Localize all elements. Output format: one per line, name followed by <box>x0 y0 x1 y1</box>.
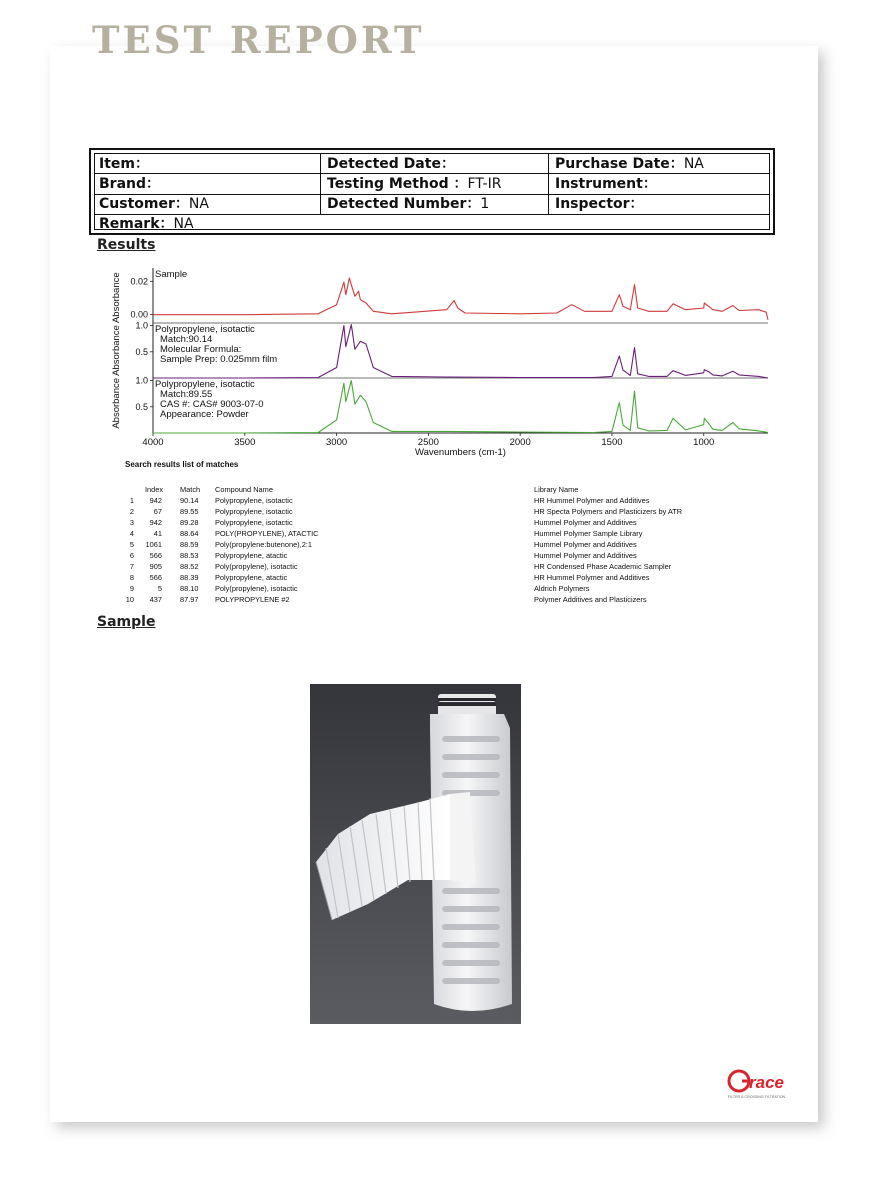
spectrum-annotation: Sample <box>155 269 188 280</box>
result-no: 5 <box>129 540 134 549</box>
y-tick-label: 0.5 <box>135 346 148 357</box>
result-index: 942 <box>149 518 162 527</box>
result-index: 566 <box>149 551 162 560</box>
item-cell <box>95 154 149 174</box>
info-table <box>89 148 775 235</box>
grace-logo <box>726 1067 806 1103</box>
svg-text:race: race <box>749 1073 784 1092</box>
spectrum-series-1 <box>153 278 768 320</box>
results-row <box>118 528 778 539</box>
result-index: 905 <box>149 562 162 571</box>
detected-number-cell <box>323 194 489 214</box>
result-index: 1061 <box>145 540 162 549</box>
results-row <box>118 517 778 528</box>
grace-logo-mark <box>726 1067 806 1103</box>
y-tick-label: 0.00 <box>130 309 148 320</box>
result-compound-name: Polypropylene, isotactic <box>215 496 293 505</box>
spectrum-annotation: Sample Prep: 0.025mm film <box>160 354 278 365</box>
result-no: 1 <box>129 496 134 505</box>
testing-method-value: FT-IR <box>467 176 502 192</box>
purchase-date-cell <box>551 154 704 174</box>
spectrum-annotation: Molecular Formula: <box>160 344 242 355</box>
result-library-name: Polymer Additives and Plasticizers <box>534 595 647 604</box>
result-match: 90.14 <box>180 496 199 505</box>
result-compound-name: Poly(propylene:butenone),2:1 <box>215 540 312 549</box>
spectrum-annotation: Polypropylene, isotactic <box>155 324 255 335</box>
search-results-caption: Search results list of matches <box>125 460 239 469</box>
purchase-date-label: Purchase Date： <box>555 156 684 172</box>
info-row-3 <box>95 194 769 214</box>
result-compound-name: Polypropylene, isotactic <box>215 518 293 527</box>
x-tick-label: 2500 <box>417 437 439 448</box>
customer-cell <box>95 194 209 214</box>
customer-value: NA <box>188 196 209 212</box>
result-index: 5 <box>157 584 162 593</box>
result-no: 3 <box>129 518 134 527</box>
report-title: TEST REPORT <box>92 18 425 62</box>
header-index: Index <box>145 485 164 494</box>
y-tick-label: 1.0 <box>135 375 148 386</box>
item-label: Item： <box>99 156 149 172</box>
inspector-label: Inspector： <box>555 196 644 212</box>
instrument-cell <box>551 174 657 194</box>
svg-text:FILTER & CROSSING FILTRATION: FILTER & CROSSING FILTRATION <box>728 1095 786 1099</box>
remark-value: NA <box>173 216 194 232</box>
spectrum-annotation: Polypropylene, isotactic <box>155 379 255 390</box>
spectrum-annotation: Match:89.55 <box>160 389 213 400</box>
result-match: 89.55 <box>180 507 199 516</box>
result-compound-name: Poly(propylene), isotactic <box>215 584 298 593</box>
result-library-name: HR Hummel Polymer and Additives <box>534 496 650 505</box>
result-index: 566 <box>149 573 162 582</box>
filter-cartridge-illustration <box>310 684 521 1024</box>
result-match: 88.52 <box>180 562 199 571</box>
result-match: 88.10 <box>180 584 199 593</box>
y-tick-label: 1.0 <box>135 320 148 331</box>
x-tick-label: 1500 <box>601 437 623 448</box>
detected-number-label: Detected Number： <box>327 196 481 212</box>
result-no: 8 <box>129 573 134 582</box>
spectrum-annotation: CAS #: CAS# 9003-07-0 <box>160 399 264 410</box>
results-header-row <box>118 484 778 495</box>
testing-method-label: Testing Method ： <box>327 176 468 192</box>
results-row <box>118 561 778 572</box>
result-library-name: Hummel Polymer and Additives <box>534 551 637 560</box>
sample-heading: Sample <box>97 614 156 630</box>
y-tick-label: 0.02 <box>130 276 148 287</box>
result-library-name: HR Condensed Phase Academic Sampler <box>534 562 672 571</box>
result-no: 6 <box>129 551 134 560</box>
brand-cell <box>95 174 160 194</box>
result-match: 88.64 <box>180 529 199 538</box>
detected-number-value: 1 <box>480 196 490 212</box>
result-compound-name: Poly(propylene), isotactic <box>215 562 298 571</box>
result-no: 7 <box>129 562 134 571</box>
result-match: 87.97 <box>180 595 199 604</box>
results-row <box>118 594 778 605</box>
header-match: Match <box>180 485 201 494</box>
x-tick-label: 2000 <box>509 437 531 448</box>
x-tick-label: 3500 <box>234 437 256 448</box>
result-match: 89.28 <box>180 518 199 527</box>
result-no: 4 <box>129 529 134 538</box>
result-library-name: Hummel Polymer Sample Library <box>534 529 643 538</box>
results-row <box>118 583 778 594</box>
purchase-date-value: NA <box>683 156 704 172</box>
remark-cell <box>95 214 194 234</box>
result-library-name: HR Hummel Polymer and Additives <box>534 573 650 582</box>
result-compound-name: Polypropylene, atactic <box>215 573 288 582</box>
results-row <box>118 550 778 561</box>
results-row <box>118 539 778 550</box>
x-tick-label: 1000 <box>693 437 715 448</box>
result-library-name: Hummel Polymer and Additives <box>534 540 637 549</box>
result-library-name: HR Specta Polymers and Plasticizers by ATR <box>534 507 683 516</box>
x-axis-label: Wavenumbers (cm-1) <box>415 447 506 458</box>
remark-label: Remark： <box>99 216 174 232</box>
result-no: 2 <box>129 507 134 516</box>
result-index: 942 <box>149 496 162 505</box>
result-match: 88.59 <box>180 540 199 549</box>
info-row-1 <box>95 154 769 174</box>
spectrum-svg <box>95 258 785 466</box>
customer-label: Customer： <box>99 196 189 212</box>
brand-label: Brand： <box>99 176 161 192</box>
results-row <box>118 506 778 517</box>
sample-photo <box>310 684 521 1024</box>
result-compound-name: POLYPROPYLENE #2 <box>215 595 290 604</box>
result-match: 88.39 <box>180 573 199 582</box>
y-tick-label: 0.5 <box>135 401 148 412</box>
ftir-spectrum-chart <box>95 258 785 466</box>
header-library-name: Library Name <box>534 485 579 494</box>
result-no: 10 <box>125 595 134 604</box>
testing-method-cell <box>323 174 501 194</box>
result-index: 437 <box>149 595 162 604</box>
result-no: 9 <box>129 584 134 593</box>
result-compound-name: Polypropylene, atactic <box>215 551 288 560</box>
result-library-name: Aldrich Polymers <box>534 584 590 593</box>
spectrum-annotation: Appearance: Powder <box>160 409 249 420</box>
info-row-2 <box>95 174 769 194</box>
detected-date-label: Detected Date： <box>327 156 455 172</box>
result-compound-name: POLY(PROPYLENE), ATACTIC <box>215 529 319 538</box>
detected-date-cell <box>323 154 455 174</box>
info-row-4 <box>95 214 769 234</box>
results-row <box>118 572 778 583</box>
y-axis-label: Absorbance Absorbance Absorbance <box>111 272 122 429</box>
info-table-inner <box>94 153 770 230</box>
spectrum-annotation: Match:90.14 <box>160 334 213 345</box>
result-index: 41 <box>153 529 162 538</box>
instrument-label: Instrument： <box>555 176 657 192</box>
header-compound-name: Compound Name <box>215 485 273 494</box>
results-row <box>118 495 778 506</box>
result-match: 88.53 <box>180 551 199 560</box>
inspector-cell <box>551 194 644 214</box>
x-tick-label: 3000 <box>326 437 348 448</box>
x-tick-label: 4000 <box>142 437 164 448</box>
result-library-name: Hummel Polymer and Additives <box>534 518 637 527</box>
result-index: 67 <box>153 507 162 516</box>
results-heading: Results <box>97 237 156 253</box>
result-compound-name: Polypropylene, isotactic <box>215 507 293 516</box>
